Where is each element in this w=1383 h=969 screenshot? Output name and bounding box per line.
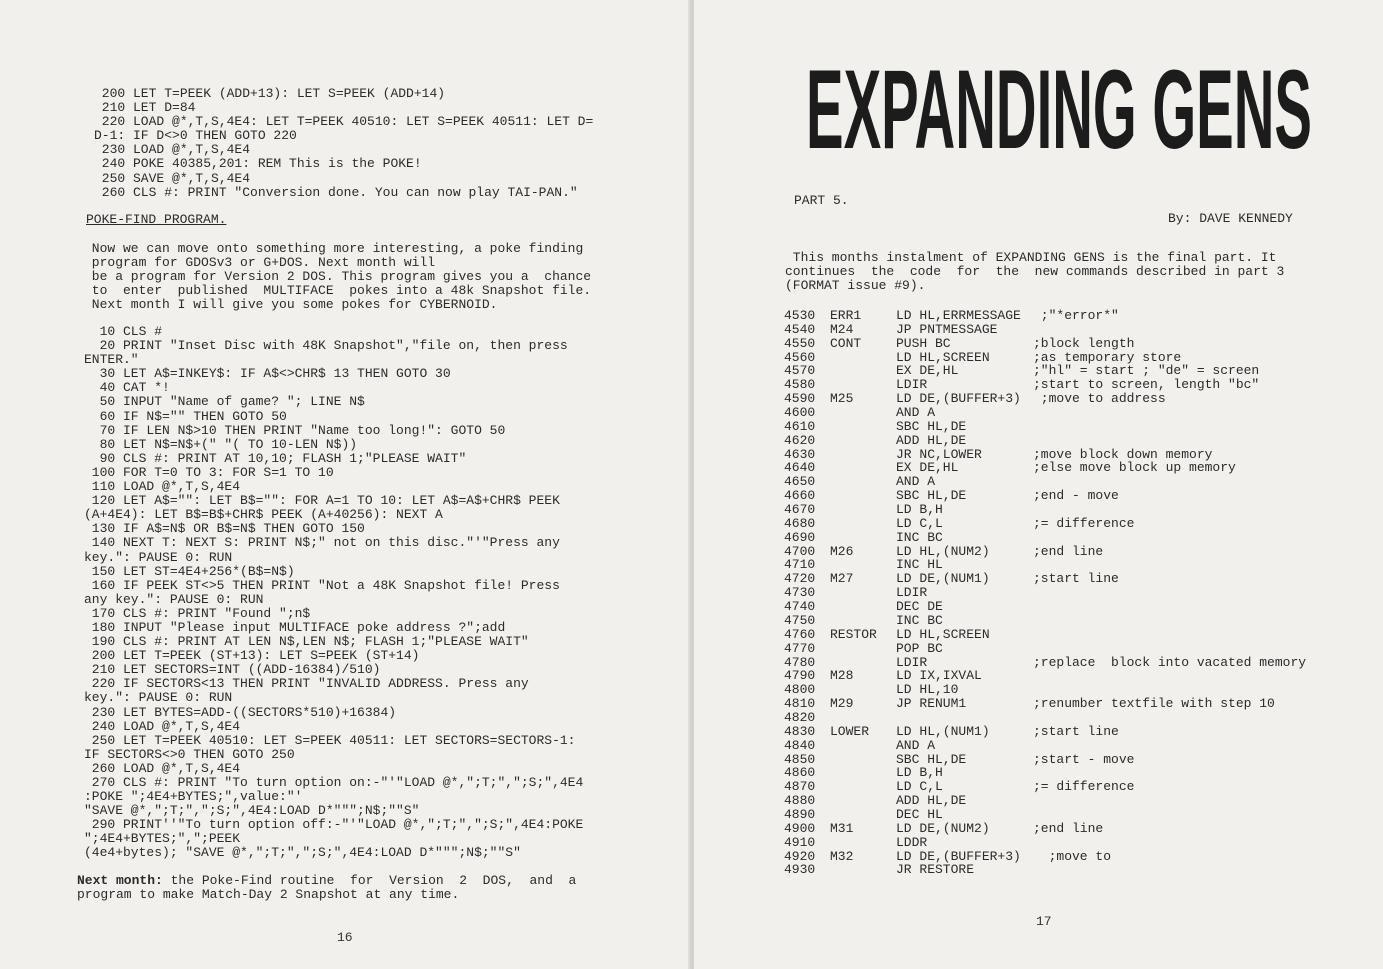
asm-label: M25 xyxy=(830,391,854,407)
asm-line-number: 4920 xyxy=(784,848,816,864)
asm-instruction: ADD HL,DE xyxy=(896,432,967,448)
asm-instruction: LD B,H xyxy=(896,502,943,518)
asm-instruction: SBC HL,DE xyxy=(896,751,967,767)
asm-instruction: INC BC xyxy=(896,529,943,545)
asm-line-number: 4740 xyxy=(784,599,816,615)
asm-line-number: 4810 xyxy=(784,696,816,712)
part-label: PART 5. xyxy=(794,193,849,208)
article-intro: This months instalment of EXPANDING GENS is the final part. It continues the code for the new commands described in part 3 (FORMAT issue #9). xyxy=(785,250,1285,294)
asm-line-number: 4900 xyxy=(784,820,816,836)
asm-line-number: 4680 xyxy=(784,515,816,531)
asm-line-number: 4570 xyxy=(784,363,816,379)
asm-instruction: SBC HL,DE xyxy=(896,418,967,434)
asm-line-number: 4770 xyxy=(784,640,816,656)
asm-comment: ;move block down memory xyxy=(1033,446,1213,462)
asm-line-number: 4800 xyxy=(784,682,816,698)
asm-instruction: LD HL,(NUM2) xyxy=(896,543,990,559)
asm-comment: ;= difference xyxy=(1033,515,1135,531)
asm-instruction: DEC DE xyxy=(896,599,943,615)
asm-line-number: 4620 xyxy=(784,432,816,448)
asm-line-number: 4790 xyxy=(784,668,816,684)
asm-comment: ;start line xyxy=(1033,571,1119,587)
asm-line-number: 4760 xyxy=(784,626,816,642)
asm-comment: ;move to xyxy=(1033,848,1112,864)
asm-instruction: JR NC,LOWER xyxy=(896,446,982,462)
asm-instruction: EX DE,HL xyxy=(896,363,959,379)
asm-label: M26 xyxy=(830,543,854,559)
asm-line-number: 4550 xyxy=(784,335,816,351)
asm-line-number: 4640 xyxy=(784,460,816,476)
next-month-text: the Poke-Find routine for Version 2 DOS, and a program to make Match-Day 2 Snapshot at any time. xyxy=(77,873,577,903)
asm-instruction: LD DE,(BUFFER+3) xyxy=(896,848,1021,864)
asm-line-number: 4910 xyxy=(784,834,816,850)
asm-instruction: POP BC xyxy=(896,640,943,656)
asm-label: M27 xyxy=(830,571,854,587)
page-number-right: 17 xyxy=(1036,914,1052,929)
asm-instruction: INC HL xyxy=(896,557,943,573)
asm-comment: ;else move block up memory xyxy=(1033,460,1236,476)
asm-instruction: LDIR xyxy=(896,654,928,670)
asm-comment: ;"hl" = start ; "de" = screen xyxy=(1033,363,1260,379)
asm-instruction: LDDR xyxy=(896,834,928,850)
asm-instruction: LD C,L xyxy=(896,779,943,795)
asm-line-number: 4650 xyxy=(784,474,816,490)
asm-comment: ;move to address xyxy=(1033,391,1166,407)
asm-line-number: 4600 xyxy=(784,405,816,421)
asm-instruction: LD B,H xyxy=(896,765,943,781)
asm-line-number: 4890 xyxy=(784,806,816,822)
asm-instruction: LD DE,(NUM1) xyxy=(896,571,990,587)
left-page xyxy=(0,0,690,969)
asm-line-number: 4880 xyxy=(784,793,816,809)
asm-comment: ;as temporary store xyxy=(1033,349,1182,365)
asm-instruction: LD HL,SCREEN xyxy=(896,626,990,642)
asm-instruction: AND A xyxy=(896,737,936,753)
asm-instruction: INC BC xyxy=(896,612,943,628)
asm-instruction: SBC HL,DE xyxy=(896,488,967,504)
intro-paragraph: Now we can move onto something more interesting, a poke finding program for GDOSv3 or G+DOS. Next month will be a program for Version 2 DOS. This program gives you a chance to enter published MULTIFACE pokes into a 48k Snapshot file. Next month I will give you some pokes for CYBERNOID. xyxy=(91,241,592,313)
asm-line-number: 4840 xyxy=(784,737,816,753)
asm-instruction: JR RESTORE xyxy=(896,862,975,878)
asm-line-number: 4750 xyxy=(784,612,816,628)
asm-line-number: 4830 xyxy=(784,723,816,739)
next-month-label: Next month: xyxy=(77,873,163,888)
asm-instruction: EX DE,HL xyxy=(896,460,959,476)
asm-comment: ;renumber textfile with step 10 xyxy=(1033,696,1275,712)
asm-instruction: LD HL,10 xyxy=(896,682,959,698)
asm-instruction: LD HL,(NUM1) xyxy=(896,723,990,739)
basic-listing-part2: 10 CLS # 20 PRINT "Inset Disc with 48K Snapshot","file on, then press ENTER." 30 LET A$=INKEY$: IF A$<>CHR$ 13 THEN GOTO 30 40 CAT *! 50 INPUT "Name of game? "; LINE N$ 60 IF N$="" THEN GOTO 50 70 IF LEN N$>10 THEN PRINT "Name too long!": GOTO 50 80 LET N$=N$+(" "( TO 10-LEN N$)) 90 CLS #: PRINT AT 10,10; FLASH 1;"PLEASE WAIT" 100 FOR T=0 TO 3: FOR S=1 TO 10 110 LOAD @*,T,S,4E4 120 LET A$="": LET B$="": FOR A=1 TO 10: LET A$=A$+CHR$ PEEK (A+4E4): LET B$=B$+CHR$ PEEK (A+40256): NEXT A 130 IF A$=N$ OR B$=N$ THEN GOTO 150 140 NEXT T: NEXT S: PRINT N$;" not on this disc."'"Press any key.": PAUSE 0: RUN 150 LET ST=4E4+256*(B$=N$) 160 IF PEEK ST<>5 THEN PRINT "Not a 48K Snapshot file! Press any key.": PAUSE 0: RUN 170 CLS #: PRINT "Found ";n$ 180 INPUT "Please input MULTIFACE poke address ?";add 190 CLS #: PRINT AT LEN N$,LEN N$; FLASH 1;"PLEASE WAIT" 200 LET T=PEEK (ST+13): LET S=PEEK (ST+14) 210 LET SECTORS=INT ((ADD-16384)/510) 220 IF SECTORS<13 THEN PRINT "INVALID ADDRESS. Press any key.": PAUSE 0: RUN 230 LET BYTES=ADD-((SECTORS*510)+16384) 240 LOAD @*,T,S,4E4 250 LET T=PEEK 40510: LET S=PEEK 40511: LET SECTORS=SECTORS-1: IF SECTORS<>0 THEN GOTO 250 260 LOAD @*,T,S,4E4 270 CLS #: PRINT "To turn option on:-"'"LOAD @*,";T;",";S;",4E4 :POKE ";4E4+BYTES;",value:"' "SAVE @*,";T;",";S;",4E4:LOAD D*""";N$;""S" 290 PRINT''"To turn option off:-"'"LOAD @*,";T;",";S;",4E4:POKE ";4E4+BYTES;",";PEEK (4e4+bytes); "SAVE @*,";T;",";S;",4E4:LOAD D*""";N$;""S" xyxy=(84,324,584,861)
asm-comment: ;block length xyxy=(1033,335,1135,351)
asm-line-number: 4870 xyxy=(784,779,816,795)
asm-comment: ;end - move xyxy=(1033,488,1119,504)
asm-comment: ;"*error*" xyxy=(1033,308,1119,323)
asm-comment: ;start - move xyxy=(1033,751,1135,767)
asm-line-number: 4930 xyxy=(784,862,816,878)
asm-instruction: DEC HL xyxy=(896,806,943,822)
asm-line-number: 4690 xyxy=(784,529,816,545)
asm-line-number: 4670 xyxy=(784,502,816,518)
asm-label: RESTOR xyxy=(830,626,877,642)
asm-label: M24 xyxy=(830,321,854,337)
asm-label: M31 xyxy=(830,820,854,836)
asm-instruction: PUSH BC xyxy=(896,335,951,351)
page-number-left: 16 xyxy=(337,930,353,945)
asm-line-number: 4710 xyxy=(784,557,816,573)
article-title-text: EXPANDING GENS xyxy=(806,62,1312,162)
asm-instruction: JP PNTMESSAGE xyxy=(896,321,998,337)
asm-instruction: ADD HL,DE xyxy=(896,793,967,809)
asm-comment: ;end line xyxy=(1033,820,1104,836)
asm-comment: ;replace block into vacated memory xyxy=(1033,654,1307,670)
asm-instruction: LD DE,(BUFFER+3) xyxy=(896,391,1021,407)
asm-label: ERR1 xyxy=(830,308,862,323)
asm-instruction: AND A xyxy=(896,474,936,490)
byline: By: DAVE KENNEDY xyxy=(1168,211,1293,226)
asm-line-number: 4860 xyxy=(784,765,816,781)
asm-comment: ;start line xyxy=(1033,723,1119,739)
asm-instruction: LDIR xyxy=(896,585,928,601)
asm-label: M28 xyxy=(830,668,854,684)
asm-line-number: 4580 xyxy=(784,377,816,393)
asm-line-number: 4610 xyxy=(784,418,816,434)
asm-instruction: LD DE,(NUM2) xyxy=(896,820,990,836)
asm-instruction: AND A xyxy=(896,405,936,421)
next-month-note xyxy=(77,874,576,902)
asm-label: M32 xyxy=(830,848,854,864)
asm-comment: ;end line xyxy=(1033,543,1104,559)
asm-comment: ;= difference xyxy=(1033,779,1135,795)
basic-listing-part1: 200 LET T=PEEK (ADD+13): LET S=PEEK (ADD+14) 210 LET D=84 220 LOAD @*,T,S,4E4: LET T=PEEK 40510: LET S=PEEK 40511: LET D= D-1: IF D<>0 THEN GOTO 220 230 LOAD @*,T,S,4E4 240 POKE 40385,201: REM This is the POKE! 250 SAVE @*,T,S,4E4 260 CLS #: PRINT "Conversion done. You can now play TAI-PAN." xyxy=(94,86,594,200)
asm-label: CONT xyxy=(830,335,862,351)
right-page xyxy=(694,0,1383,969)
asm-label: M29 xyxy=(830,696,854,712)
asm-line-number: 4630 xyxy=(784,446,816,462)
article-title xyxy=(806,62,1316,162)
asm-line-number: 4540 xyxy=(784,321,816,337)
asm-line-number: 4820 xyxy=(784,709,816,725)
asm-line-number: 4590 xyxy=(784,391,816,407)
asm-instruction: LD C,L xyxy=(896,515,943,531)
asm-line-number: 4850 xyxy=(784,751,816,767)
asm-line-number: 4700 xyxy=(784,543,816,559)
asm-line-number: 4720 xyxy=(784,571,816,587)
asm-instruction: JP RENUM1 xyxy=(896,696,967,712)
asm-line-number: 4660 xyxy=(784,488,816,504)
asm-comment: ;start to screen, length "bc" xyxy=(1033,377,1260,393)
asm-label: LOWER xyxy=(830,723,870,739)
asm-instruction: LD HL,ERRMESSAGE xyxy=(896,308,1021,323)
asm-line-number: 4780 xyxy=(784,654,816,670)
article-title-graphic xyxy=(806,62,1316,162)
asm-line-number: 4560 xyxy=(784,349,816,365)
asm-instruction: LDIR xyxy=(896,377,928,393)
asm-line-number: 4530 xyxy=(784,308,816,323)
asm-line-number: 4730 xyxy=(784,585,816,601)
asm-instruction: LD HL,SCREEN xyxy=(896,349,990,365)
asm-instruction: LD IX,IXVAL xyxy=(896,668,982,684)
section-heading: POKE-FIND PROGRAM. xyxy=(86,212,227,227)
